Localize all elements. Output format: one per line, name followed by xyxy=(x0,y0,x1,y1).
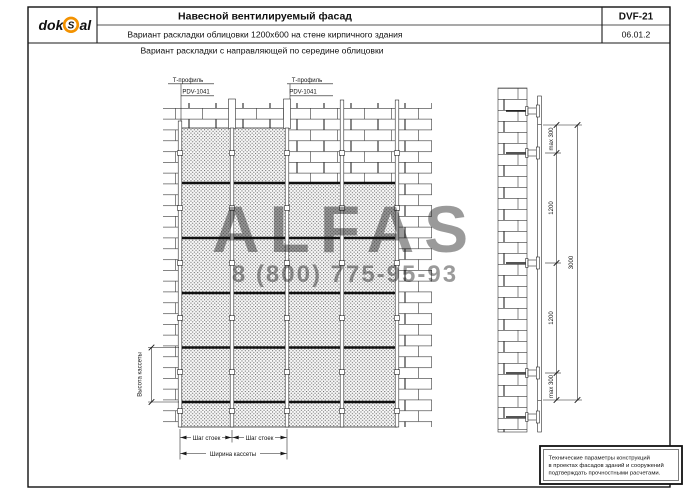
profile-callout-1-line1: Т-профиль xyxy=(172,77,204,84)
dim-total-3000: 3000 xyxy=(569,255,575,270)
t-profile-cap xyxy=(229,99,236,129)
dim-arrow xyxy=(181,436,187,440)
dim-1200-lower: 1200 xyxy=(548,311,555,325)
panel-clip xyxy=(229,370,234,375)
note-line-1: Технические параметры конструкций xyxy=(548,455,650,462)
logo-text-s: S xyxy=(67,20,75,32)
bracket-profile-tab xyxy=(536,105,539,117)
t-profile xyxy=(178,121,182,427)
panel-clip xyxy=(177,370,182,375)
dim-arrow xyxy=(225,436,231,440)
panel-clip xyxy=(394,370,399,375)
profile-callout-2 xyxy=(287,78,333,99)
dim-arrow xyxy=(281,436,287,440)
bracket-wall-plate xyxy=(526,107,528,116)
brand-logo xyxy=(39,17,93,33)
watermark-brand: ALFAS xyxy=(211,192,479,266)
dim-cassette-width: Ширина кассеты xyxy=(209,452,257,458)
logo-text-al: al xyxy=(79,17,92,34)
variant-title: Вариант раскладки с направляющей по середине облицовки xyxy=(140,45,384,56)
sheet-title: Навесной вентилируемый фасад xyxy=(178,10,352,23)
dim-arrow xyxy=(281,452,287,456)
panel-clip xyxy=(284,370,289,375)
dim-stud-step-1: Шаг стоек xyxy=(192,436,221,442)
watermark-phone: 8 (800) 775-95-93 xyxy=(231,261,459,288)
bracket-profile-tab xyxy=(536,411,539,423)
title-block xyxy=(28,7,670,56)
note-line-2: в проектах фасадов зданий и сооружений xyxy=(548,463,664,469)
bracket-profile-tab xyxy=(536,257,539,269)
panel-clip xyxy=(284,316,289,321)
panel-clip xyxy=(177,409,182,414)
profile-callout-2-line2: PDV-1041 xyxy=(289,89,317,96)
bracket-wall-plate xyxy=(526,259,528,268)
panel-clip xyxy=(394,316,399,321)
sheet-subtitle: Вариант раскладки облицовки 1200x600 на стене кирпичного здания xyxy=(127,29,403,40)
dim-bottom xyxy=(180,429,287,460)
doc-code: DVF-21 xyxy=(618,11,654,23)
note-box xyxy=(540,446,682,484)
wall-section xyxy=(498,88,527,432)
panel-clip xyxy=(339,409,344,414)
bracket-profile-tab xyxy=(536,367,539,379)
panel-clip xyxy=(177,151,182,156)
logo-text-dok: dok xyxy=(38,17,64,34)
dim-cassette-height-label: Высота кассеты xyxy=(137,352,144,397)
panel-clip xyxy=(284,409,289,414)
dim-arrow xyxy=(181,452,187,456)
dim-max300-top: max 300 xyxy=(548,127,555,151)
dim-1200-upper: 1200 xyxy=(548,201,555,215)
bracket-wall-plate xyxy=(526,149,528,158)
panel-clip xyxy=(339,151,344,156)
panel-clip xyxy=(177,206,182,211)
watermark xyxy=(212,192,478,288)
dim-arrow xyxy=(233,436,239,440)
dim-ticks xyxy=(554,122,581,403)
bracket-wall-plate xyxy=(526,413,528,422)
bracket-profile-tab xyxy=(536,147,539,159)
sheet-code: 06.01.2 xyxy=(621,29,651,40)
bracket-wall-plate xyxy=(526,369,528,378)
dim-stud-step-2: Шаг стоек xyxy=(245,436,274,442)
note-line-3: подтверждать прочностными расчетами. xyxy=(548,470,661,477)
dim-section-chain xyxy=(543,122,582,403)
panel-clip xyxy=(177,261,182,266)
profile-callout-2-line1: Т-профиль xyxy=(291,77,323,84)
panel-clip xyxy=(339,370,344,375)
t-profile-cap xyxy=(284,99,291,129)
panel-clip xyxy=(229,316,234,321)
panel-clip xyxy=(339,316,344,321)
panel-clip xyxy=(394,409,399,414)
vertical-section xyxy=(498,88,582,432)
dim-max300-bottom: max 300 xyxy=(548,374,555,399)
panel-clip xyxy=(229,151,234,156)
profile-callout-1-line2: PDV-1041 xyxy=(182,89,210,96)
panel-clip xyxy=(229,409,234,414)
panel-clip xyxy=(394,151,399,156)
panel-clip xyxy=(284,151,289,156)
panel-clip xyxy=(177,316,182,321)
